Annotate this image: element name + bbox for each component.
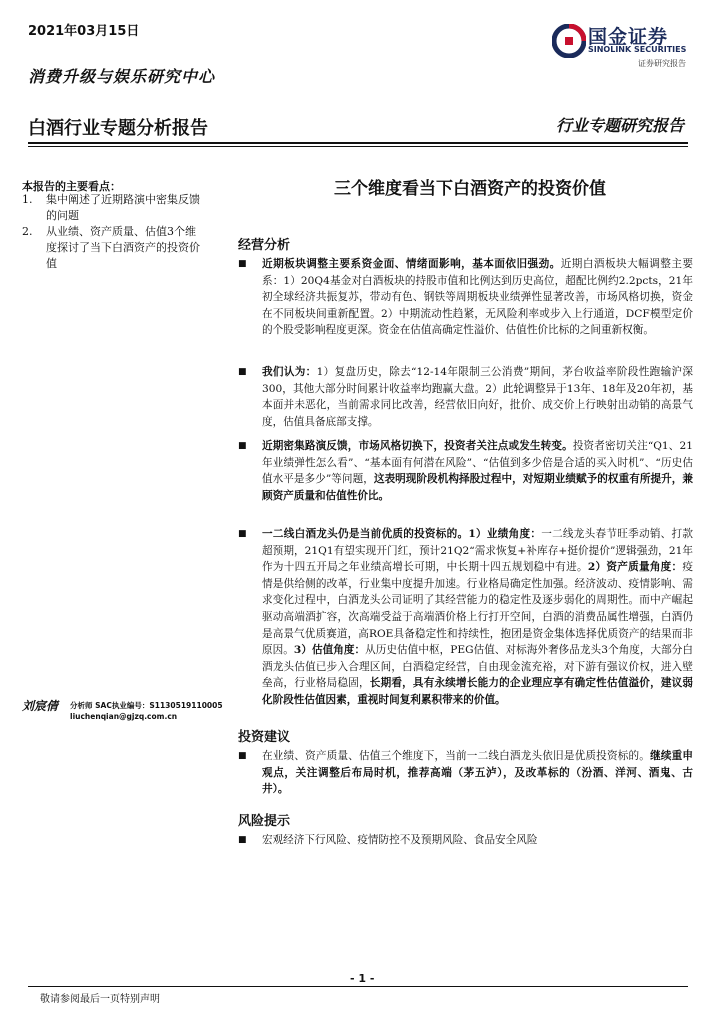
research-center-name: 消费升级与娱乐研究中心 (28, 67, 216, 86)
paragraph-3: ■ 近期密集路演反馈，市场风格切换下，投资者关注点或发生转变。投资者密切关注“Q1、21年业绩弹性怎么看”、“基本面有何潜在风险”、“估值到多少倍是合适的买入时机”、“历史估值水平是多少”等问题，这表明现阶段机构择股过程中，对短期业绩赋予的权重有所提升，兼顾资产质量和估值性价比。 (238, 440, 693, 502)
paragraph-4: ■ 一二线白酒龙头仍是当前优质的投资标的。1）业绩角度：一二线龙头春节旺季动销、打款超预期，21Q1有望实现开门红，预计21Q2“需求恢复+补库存+挺价提价”逻辑强劲，21年作为十四五开局之年业绩高增长可期，中长期十四五规划稳中有进。2）资产质量角度：疫情是供给侧的改革，行业集中度提升加速。行业格局确定性加强。经济波动、疫情影响、需求变化过程中，白酒龙头公司证明了其经营能力的稳定性及逐步弱化的周期性。而中产崛起驱动高端酒扩容，次高端受益于高端酒价格上行打开空间，白酒的消费品属性增强，白酒仍是高景气优质赛道，高ROE具备稳定性和持续性，抱团是资金集体选择优质资产的结果而非原因。3）估值角度：从历史估值中枢，PEG估值、对标海外奢侈品龙头3个角度，大部分白酒龙头估值已步入合理区间，白酒稳定经营，自由现金流充裕，对下游有强议价权，进入壁垒高，行业格局稳固，长期看，具有永续增长能力的企业理应享有确定性估值溢价，建议弱化阶段性估值因素，重视时间复利累积带来的价值。 (238, 528, 694, 706)
footer-rule (28, 986, 688, 987)
paragraph-1: ■ 近期板块调整主要系资金面、情绪面影响，基本面依旧强劲。近期白酒板块大幅调整主要系：1）20Q4基金对白酒板块的持股市值和比例达到历史高位，超配比例约2.2pcts，21年初全球经济共振复苏，带动有色、钢铁等周期板块业绩弹性显著改善，市场风格切换，资金在不同板块间重新配置。2）中期流动性趋紧，无风险利率或步入上行通道，DCF模型定价的个股受影响程度更深。资金在估值高确定性溢价、估值性价比标的之间重新权衡。 (238, 258, 694, 337)
report-title: 白酒行业专题分析报告 (28, 118, 208, 139)
list-item: 1. 集中阐述了近期路演中密集反馈的问题 (22, 193, 200, 222)
section-heading-operation: 经营分析 (238, 238, 291, 253)
header-rule-thin (28, 146, 688, 147)
footer-disclaimer: 敬请参阅最后一页特别声明 (40, 994, 160, 1005)
paragraph-5: ■ 在业绩、资产质量、估值三个维度下，当前一二线白酒龙头依旧是优质投资标的。继续重申观点，关注调整后布局时机，推荐高端（茅五泸），及改革标的（汾酒、洋河、酒鬼、古井）。 (238, 750, 694, 796)
logo-name-cn: 国金证券 (588, 26, 669, 48)
highlights-list (22, 192, 200, 272)
bullet-icon: ■ (238, 259, 247, 269)
section-heading-advice: 投资建议 (238, 730, 291, 745)
analyst-email[interactable]: liuchenqian@gjzq.com.cn (70, 712, 178, 721)
page-title: 三个维度看当下白酒资产的投资价值 (334, 179, 606, 199)
bullet-icon: ■ (238, 441, 247, 451)
sinolink-logo-icon (552, 24, 586, 58)
report-date: 2021年03月15日 (28, 24, 140, 39)
highlights-title: 本报告的主要看点： (22, 180, 121, 193)
section-heading-risk: 风险提示 (238, 814, 291, 829)
paragraph-2: ■ 我们认为：1）复盘历史，除去“12-14年限制三公消费”期间，茅台收益率阶段性跑输沪深300，其他大部分时间累计收益率均跑赢大盘。2）此轮调整异于13年、18年及20年初，基本面并未恶化，当前需求同比改善，经营依旧向好，批价、成交价上行映射出动销的高景气度，估值具备底部支撑。 (238, 366, 694, 428)
logo-subtitle: 证券研究报告 (638, 59, 686, 68)
bullet-icon: ■ (238, 751, 247, 761)
report-type: 行业专题研究报告 (555, 116, 684, 135)
bullet-icon: ■ (238, 835, 247, 845)
page-number: - 1 - (350, 972, 375, 985)
analyst-name: 刘宸倩 (22, 699, 59, 713)
header-rule (28, 142, 688, 144)
analyst-sac-number: 分析师 SAC执业编号：S1130519110005 (70, 701, 223, 710)
bullet-icon: ■ (238, 367, 247, 377)
bullet-icon: ■ (238, 529, 247, 539)
list-item: 2. 从业绩、资产质量、估值3个维度探讨了当下白酒资产的投资价值 (22, 225, 200, 270)
paragraph-6: ■ 宏观经济下行风险、疫情防控不及预期风险、食品安全风险 (238, 832, 693, 849)
logo-name-en: SINOLINK SECURITIES (588, 45, 687, 54)
